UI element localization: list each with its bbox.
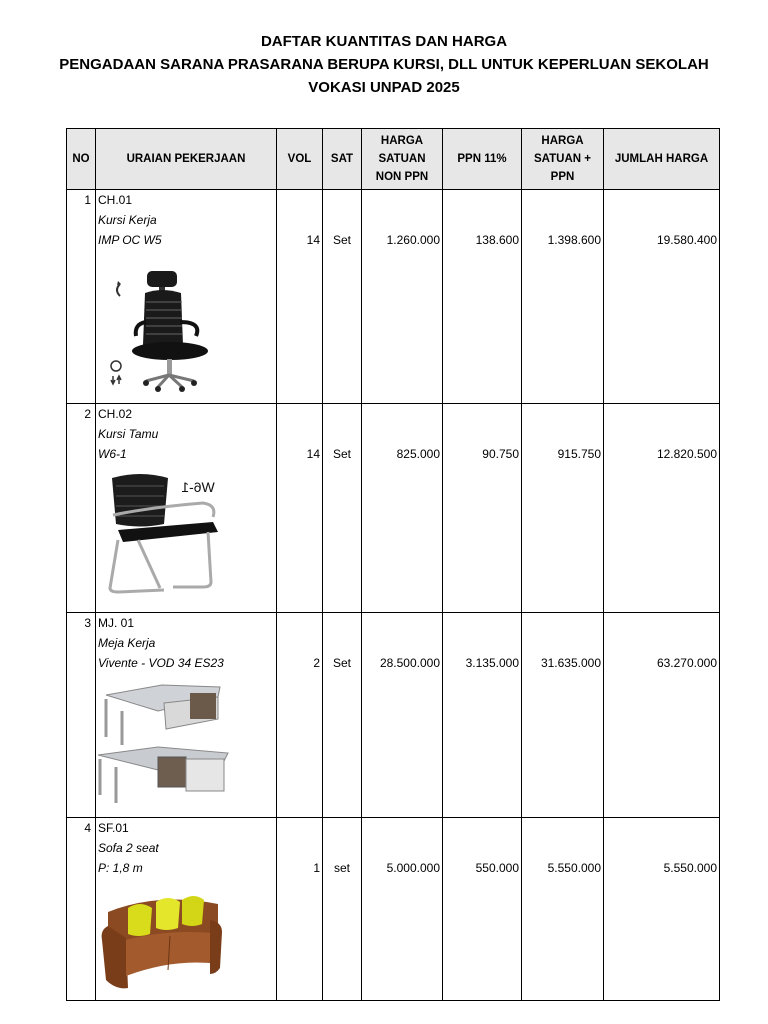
item-vol: 14 (277, 190, 323, 404)
item-sat: set (323, 818, 362, 1001)
guest-chair-icon (98, 470, 228, 595)
header-vol: VOL (277, 129, 323, 190)
table-row (67, 818, 720, 1001)
item-harga: 1.260.000 (362, 190, 443, 404)
item-harga: 5.000.000 (362, 818, 443, 1001)
item-jumlah: 19.580.400 (604, 190, 720, 404)
item-description (96, 190, 277, 404)
item-code: MJ. 01 (98, 616, 135, 630)
item-jumlah: 12.820.500 (604, 404, 720, 613)
office-chair-icon (98, 256, 218, 396)
item-harga: 825.000 (362, 404, 443, 613)
item-name: Sofa 2 seat (98, 841, 159, 855)
item-vol: 14 (277, 404, 323, 613)
item-model: P: 1,8 m (98, 861, 143, 875)
item-model: IMP OC W5 (98, 233, 162, 247)
table-row (67, 613, 720, 818)
item-description (96, 613, 277, 818)
item-sat: Set (323, 404, 362, 613)
item-harga-ppn: 1.398.600 (522, 190, 604, 404)
item-harga-ppn: 915.750 (522, 404, 604, 613)
item-ppn: 138.600 (443, 190, 522, 404)
item-ppn: 550.000 (443, 818, 522, 1001)
item-sat: Set (323, 190, 362, 404)
item-model: W6-1 (98, 447, 127, 461)
item-ppn: 90.750 (443, 404, 522, 613)
table-header-row (67, 129, 720, 190)
item-vol: 2 (277, 613, 323, 818)
title-line-2: PENGADAAN SARANA PRASARANA BERUPA KURSI, DLL UNTUK KEPERLUAN SEKOLAH (59, 56, 709, 73)
item-name: Meja Kerja (98, 636, 156, 650)
header-jumlah: JUMLAH HARGA (604, 129, 720, 190)
item-harga-ppn: 5.550.000 (522, 818, 604, 1001)
header-uraian: URAIAN PEKERJAAN (96, 129, 277, 190)
item-name: Kursi Kerja (98, 213, 157, 227)
item-description (96, 404, 277, 613)
item-code: CH.02 (98, 407, 133, 421)
header-harga-non-ppn: HARGA SATUAN NON PPN (362, 129, 443, 190)
item-name: Kursi Tamu (98, 427, 159, 441)
title-line-1: DAFTAR KUANTITAS DAN HARGA (260, 33, 508, 50)
image-label: W6-1 (181, 479, 215, 495)
item-description (96, 818, 277, 1001)
item-code: CH.01 (98, 193, 133, 207)
item-no: 1 (67, 190, 96, 404)
table-row (67, 190, 720, 404)
header-ppn: PPN 11% (443, 129, 522, 190)
table-row (67, 404, 720, 613)
item-code: SF.01 (98, 821, 129, 835)
office-desk-icon (98, 679, 238, 807)
document-title (0, 30, 768, 99)
bill-of-quantities-table (66, 128, 720, 1001)
item-harga: 28.500.000 (362, 613, 443, 818)
header-harga-ppn: HARGA SATUAN + PPN (522, 129, 604, 190)
item-jumlah: 5.550.000 (604, 818, 720, 1001)
sofa-icon (98, 884, 228, 996)
header-sat: SAT (323, 129, 362, 190)
item-vol: 1 (277, 818, 323, 1001)
item-jumlah: 63.270.000 (604, 613, 720, 818)
title-line-3: VOKASI UNPAD 2025 (308, 79, 460, 96)
item-no: 4 (67, 818, 96, 1001)
header-no: NO (67, 129, 96, 190)
item-no: 3 (67, 613, 96, 818)
item-harga-ppn: 31.635.000 (522, 613, 604, 818)
item-no: 2 (67, 404, 96, 613)
item-model: Vivente - VOD 34 ES23 (98, 656, 224, 670)
item-sat: Set (323, 613, 362, 818)
item-ppn: 3.135.000 (443, 613, 522, 818)
